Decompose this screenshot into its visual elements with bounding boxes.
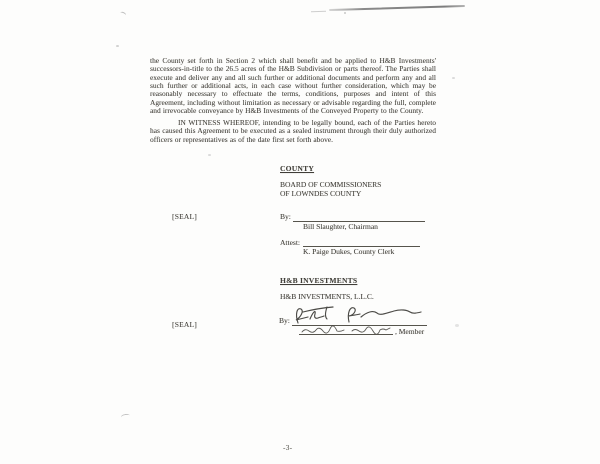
member-label: , Member — [395, 327, 425, 336]
hb-investments-heading: H&B INVESTMENTS — [280, 276, 358, 285]
scan-artifact-line — [329, 5, 465, 11]
board-line-2: OF LOWNDES COUNTY — [280, 189, 362, 199]
attest-label: Attest: — [280, 238, 300, 247]
member-printed-name-handwriting — [300, 325, 394, 334]
scan-speck — [452, 77, 455, 79]
body-paragraph: the County set forth in Section 2 which shall benefit and be applied to H&B Investments' successors-in-title to the 26.5 acres of the H&B Subdivision or parts thereof. The Parties shall execute and deliver any and all such further or additional documents and perform any and all such further or additional acts, in each case without further consideration, which may be reasonably necessary to effectuate the terms, conditions, purposes and intent of this Agreement, including without limitation as necessary or advisable regarding the full, complete and irrevocable conveyance by H&B Investments of the Conveyed Property to the County. — [150, 56, 436, 116]
scan-speck — [344, 12, 346, 14]
hb-by-label: By: — [279, 316, 290, 325]
clerk-name: K. Paige Dukes, County Clerk — [303, 247, 395, 256]
scan-speck — [119, 11, 126, 17]
page-number: -3- — [283, 444, 293, 452]
board-of-commissioners-block — [280, 180, 381, 198]
scan-speck — [455, 324, 459, 327]
hb-seal-label: [SEAL] — [172, 320, 197, 329]
scan-artifact-line-faint — [311, 11, 326, 13]
county-seal-label: [SEAL] — [172, 212, 197, 221]
member-handwritten-signature — [289, 304, 427, 326]
chairman-name: Bill Slaughter, Chairman — [303, 222, 378, 231]
hb-company-name: H&B INVESTMENTS, L.L.C. — [280, 292, 374, 301]
board-line-1: BOARD OF COMMISSIONERS — [280, 180, 382, 189]
scan-speck — [121, 413, 131, 419]
scan-speck — [208, 154, 211, 156]
county-by-label: By: — [280, 212, 291, 221]
scan-speck — [116, 45, 119, 47]
county-heading: COUNTY — [280, 164, 315, 173]
witness-paragraph: IN WITNESS WHEREOF, intending to be legally bound, each of the Parties hereto has caused this Agreement to be executed as a sealed instrument through their duly authorized officers or representatives as of the date first set forth above. — [150, 118, 436, 144]
